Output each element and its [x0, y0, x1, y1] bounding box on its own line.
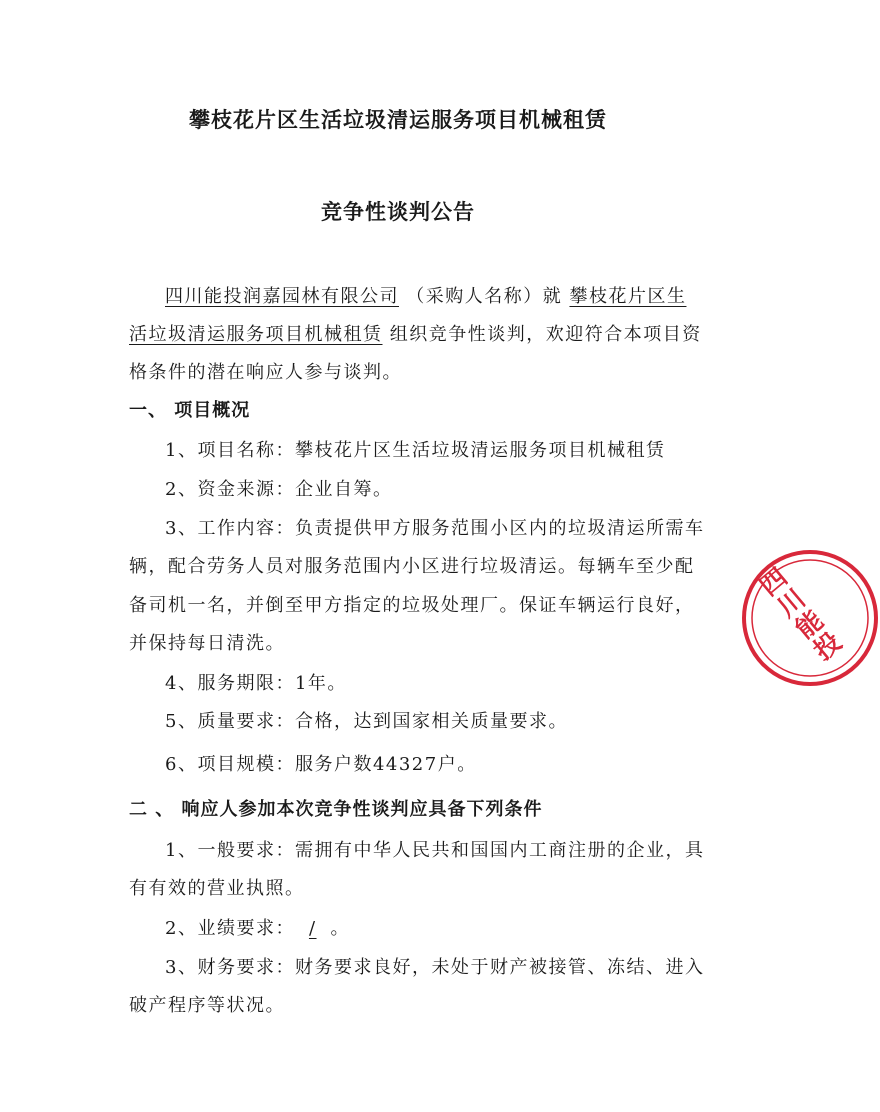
section2-heading: 二 、 响应人参加本次竞争性谈判应具备下列条件: [129, 799, 543, 820]
project-name-part2: 活垃圾清运服务项目机械租赁: [129, 324, 383, 345]
intro-tail: 组织竞争性谈判，欢迎符合本项目资: [389, 324, 702, 345]
intro-line-2: [129, 320, 702, 346]
section2-item-performance: [165, 914, 350, 940]
document-title-line2: 竞争性谈判公告: [321, 200, 475, 224]
section1-item: 3、工作内容：负责提供甲方服务范围小区内的垃圾清运所需车: [165, 518, 705, 539]
performance-value: /: [308, 918, 317, 939]
seal-text: 四川能投: [754, 562, 848, 667]
project-name-part1: 攀枝花片区生: [569, 286, 687, 307]
section1-item: 5、质量要求：合格，达到国家相关质量要求。: [165, 711, 568, 732]
section1-item: 并保持每日清洗。: [129, 633, 285, 654]
performance-end: 。: [330, 918, 351, 939]
section2-item: 3、财务要求：财务要求良好，未处于财产被接管、冻结、进入: [165, 957, 705, 978]
section1-item: 辆，配合劳务人员对服务范围内小区进行垃圾清运。每辆车至少配: [129, 556, 695, 577]
document-title-line1: 攀枝花片区生活垃圾清运服务项目机械租赁: [189, 108, 607, 132]
section1-heading: 一、 项目概况: [129, 400, 251, 421]
section2-item: 破产程序等状况。: [129, 995, 285, 1016]
section1-item: 6、项目规模：服务户数44327户。: [165, 754, 477, 775]
section1-item: 备司机一名，并倒至甲方指定的垃圾处理厂。保证车辆运行良好，: [129, 595, 695, 616]
performance-label: 2、业绩要求：: [165, 918, 295, 939]
section1-item: 2、资金来源：企业自筹。: [165, 479, 393, 500]
section2-item: 有有效的营业执照。: [129, 878, 305, 899]
section1-item: 4、服务期限：1年。: [165, 673, 347, 694]
section2-item: 1、一般要求：需拥有中华人民共和国国内工商注册的企业，具: [165, 840, 705, 861]
section1-item: 1、项目名称：攀枝花片区生活垃圾清运服务项目机械租赁: [165, 440, 666, 461]
intro-line-1: [165, 282, 686, 308]
purchaser-suffix: （采购人名称）就: [406, 286, 563, 307]
purchaser-name: 四川能投润嘉园林有限公司: [165, 286, 399, 307]
intro-line-3: 格条件的潜在响应人参与谈判。: [129, 362, 402, 383]
